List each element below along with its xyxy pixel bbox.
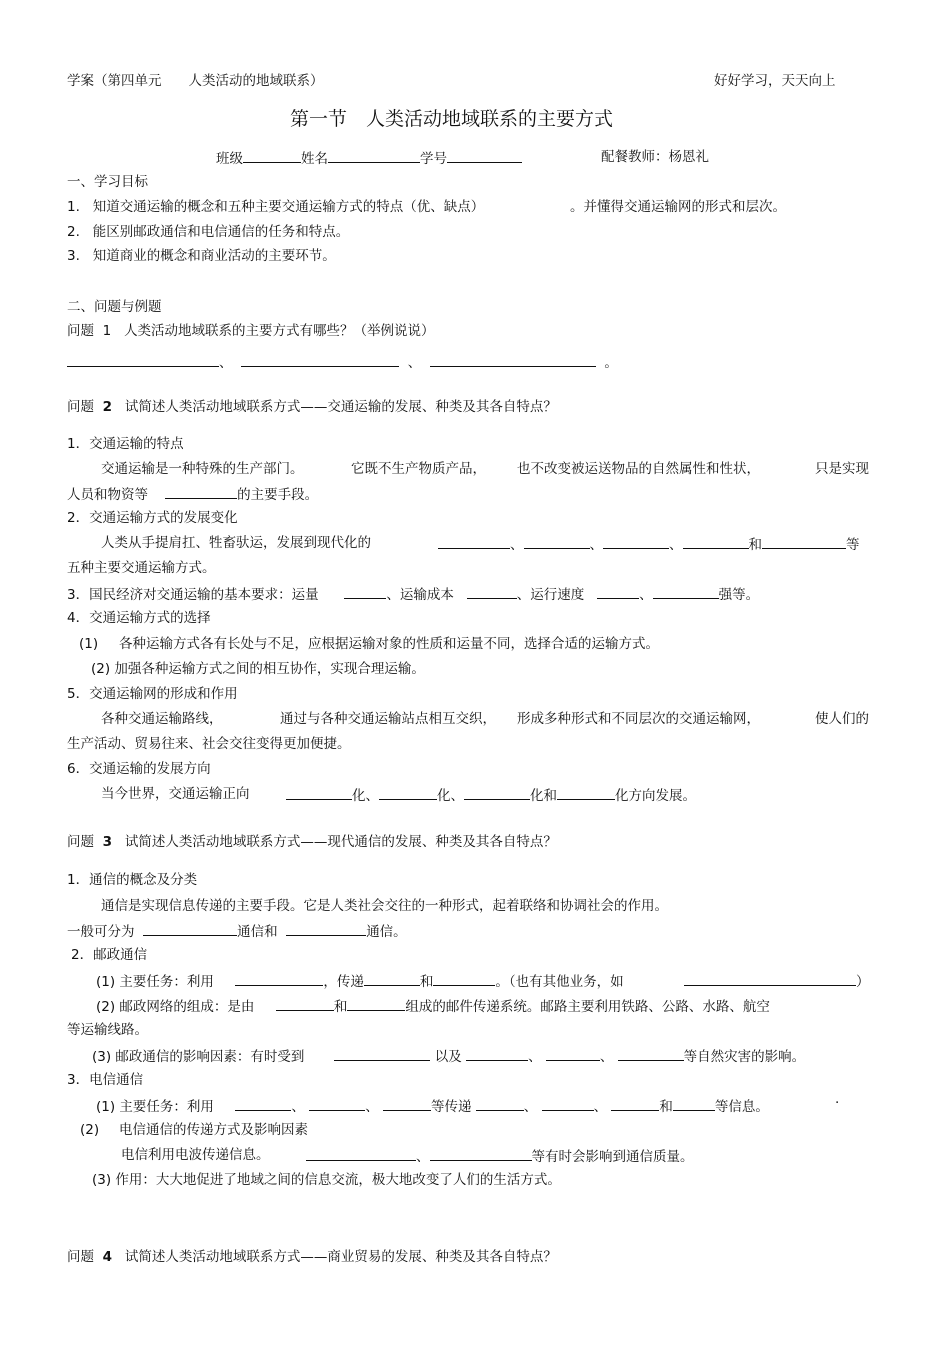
fill-blank[interactable] bbox=[276, 996, 334, 1011]
q3-s2-item3 bbox=[92, 1046, 805, 1066]
name-blank[interactable] bbox=[328, 148, 420, 163]
q3-s3-item2-number: (2) bbox=[80, 1122, 100, 1138]
text: ，传递 bbox=[323, 974, 364, 990]
q3-s3-heading: 3．电信通信 bbox=[67, 1072, 144, 1088]
q2-s1-text-b: 它既不生产物质产品， bbox=[351, 461, 486, 477]
question-label: 问题 bbox=[67, 323, 94, 339]
separator: 、 bbox=[599, 1049, 614, 1065]
fill-blank[interactable] bbox=[476, 1096, 524, 1111]
q2-s4-heading: 4．交通运输方式的选择 bbox=[67, 610, 211, 626]
question-2 bbox=[67, 398, 557, 416]
q2-s3-line bbox=[67, 584, 759, 604]
separator: 和 bbox=[748, 537, 762, 553]
q2-s6-text: 当今世界，交通运输正向 bbox=[101, 786, 250, 802]
fill-blank[interactable] bbox=[364, 971, 420, 986]
text: 化、 bbox=[352, 788, 379, 804]
q2-s5-text-b: 通过与各种交通运输站点相互交织， bbox=[280, 711, 496, 727]
text: 和 bbox=[419, 974, 434, 990]
separator: 、 bbox=[365, 1099, 379, 1115]
separator: 、 bbox=[593, 1099, 608, 1115]
page-title: 第一节 人类活动地域联系的主要方式 bbox=[290, 108, 614, 130]
header-left: 学案（第四单元 人类活动的地域联系） bbox=[67, 73, 324, 89]
fill-blank[interactable] bbox=[673, 1096, 715, 1111]
goal-item-1-tail: 。并懂得交通运输网的形式和层次。 bbox=[570, 199, 786, 215]
goal-item-2 bbox=[67, 223, 349, 241]
q3-s3-item1 bbox=[96, 1096, 769, 1116]
fill-blank[interactable] bbox=[235, 971, 323, 986]
fill-blank[interactable] bbox=[611, 1096, 659, 1111]
text: 和 bbox=[333, 999, 348, 1015]
fill-blank[interactable] bbox=[433, 971, 495, 986]
answer-blank-1[interactable] bbox=[67, 352, 219, 367]
fill-blank[interactable] bbox=[464, 785, 530, 800]
fill-blank[interactable] bbox=[286, 921, 366, 936]
q2-s5-line2: 生产活动、贸易往来、社会交往变得更加便捷。 bbox=[67, 736, 351, 752]
text: 等有时会影响到通信质量。 bbox=[531, 1149, 694, 1165]
q2-s5-text-c: 形成多种形式和不同层次的交通运输网， bbox=[517, 711, 760, 727]
q2-s2-line2: 五种主要交通运输方式。 bbox=[67, 560, 216, 576]
q2-s1-text-a: 交通运输是一种特殊的生产部门。 bbox=[101, 461, 304, 477]
question-label: 问题 bbox=[67, 1249, 94, 1265]
q2-s1-heading: 1．交通运输的特点 bbox=[67, 436, 184, 452]
fill-blank[interactable] bbox=[306, 1146, 416, 1161]
text: 、运行速度 bbox=[516, 587, 585, 603]
fill-blank[interactable] bbox=[466, 1046, 528, 1061]
text: 等 bbox=[846, 537, 860, 553]
text: ） bbox=[856, 974, 870, 990]
class-label: 班级 bbox=[216, 151, 243, 167]
question-text: 试简述人类活动地域联系方式——商业贸易的发展、种类及其各自特点？ bbox=[124, 1249, 557, 1265]
goal-number: 3. bbox=[67, 248, 80, 264]
text: 组成的邮件传递系统。邮路主要利用铁路、公路、水路、航空 bbox=[405, 999, 770, 1015]
fill-blank[interactable] bbox=[383, 1096, 431, 1111]
q3-s3-item3: (3) 作用：大大地促进了地域之间的信息交流，极大地改变了人们的生活方式。 bbox=[92, 1172, 561, 1188]
question-label: 问题 bbox=[67, 399, 94, 415]
separator: 、 bbox=[510, 537, 524, 553]
question-number: 2 bbox=[102, 399, 112, 415]
text: 化方向发展。 bbox=[615, 788, 696, 804]
question-text: 试简述人类活动地域联系方式——交通运输的发展、种类及其各自特点？ bbox=[124, 399, 557, 415]
text: 的主要手段。 bbox=[237, 487, 319, 503]
fill-blank[interactable] bbox=[467, 584, 517, 599]
fill-blank[interactable] bbox=[762, 534, 846, 549]
text: 人员和物资等 bbox=[67, 487, 148, 503]
fill-blank[interactable] bbox=[235, 1096, 291, 1111]
fill-blank[interactable] bbox=[546, 1046, 600, 1061]
question-number: 4 bbox=[102, 1249, 112, 1265]
q2-s4-item1: 各种运输方式各有长处与不足，应根据运输对象的性质和运量不同，选择合适的运输方式。 bbox=[119, 636, 659, 652]
question-text: 试简述人类活动地域联系方式——现代通信的发展、种类及其各自特点？ bbox=[124, 834, 557, 850]
fill-blank[interactable] bbox=[603, 534, 669, 549]
q3-s2-item2 bbox=[96, 996, 770, 1016]
text: 一般可分为 bbox=[67, 924, 135, 940]
text: 等自然灾害的影响。 bbox=[683, 1049, 806, 1065]
fill-blank[interactable] bbox=[557, 785, 615, 800]
info-line bbox=[216, 148, 522, 168]
goals-heading: 一、学习目标 bbox=[67, 174, 148, 190]
q2-s5-text-a: 各种交通运输路线， bbox=[101, 711, 223, 727]
fill-blank[interactable] bbox=[438, 534, 510, 549]
goal-item-3 bbox=[67, 247, 336, 265]
fill-blank[interactable] bbox=[379, 785, 437, 800]
q2-s5-text-d: 使人们的 bbox=[815, 711, 869, 727]
goal-text: 知道交通运输的概念和五种主要交通运输方式的特点（优、缺点） bbox=[92, 199, 485, 215]
name-label: 姓名 bbox=[301, 151, 328, 167]
text: 3．国民经济对交通运输的基本要求：运量 bbox=[67, 587, 319, 603]
q2-s6-blanks bbox=[286, 785, 696, 805]
separator: 。 bbox=[604, 355, 618, 371]
class-blank[interactable] bbox=[243, 148, 301, 163]
answer-blank-3[interactable] bbox=[430, 352, 596, 367]
fill-blank[interactable] bbox=[684, 971, 856, 986]
q3-s1-heading: 1．通信的概念及分类 bbox=[67, 872, 198, 888]
fill-blank[interactable] bbox=[286, 785, 352, 800]
separator: 、 bbox=[523, 1099, 538, 1115]
answer-blank-2[interactable] bbox=[241, 352, 399, 367]
text: 强等。 bbox=[718, 587, 760, 603]
goal-text: 知道商业的概念和商业活动的主要环节。 bbox=[92, 248, 336, 264]
q3-s2-item1-tail bbox=[684, 971, 870, 991]
q2-s2-text: 人类从手提肩扛、牲畜驮运，发展到现代化的 bbox=[101, 535, 371, 551]
fill-blank[interactable] bbox=[683, 534, 749, 549]
text: 和 bbox=[659, 1099, 673, 1115]
q2-s2-blanks bbox=[438, 534, 860, 554]
fill-blank[interactable] bbox=[430, 1146, 532, 1161]
q3-s3-item2: 电信通信的传递方式及影响因素 bbox=[119, 1122, 308, 1138]
separator: 、 bbox=[219, 355, 233, 371]
text: 、运输成本 bbox=[386, 587, 454, 603]
text: (1) 主要任务：利用 bbox=[96, 1099, 214, 1115]
questions-heading: 二、问题与例题 bbox=[67, 299, 162, 315]
fill-blank[interactable] bbox=[653, 584, 719, 599]
q2-s6-heading: 6．交通运输的发展方向 bbox=[67, 761, 211, 777]
goal-text: 能区别邮政通信和电信通信的任务和特点。 bbox=[92, 224, 350, 240]
q3-s2-item1 bbox=[96, 971, 624, 991]
number-blank[interactable] bbox=[447, 148, 522, 163]
question-number: 1 bbox=[102, 323, 112, 339]
q3-s1-line2 bbox=[67, 921, 407, 941]
q3-s1-text: 通信是实现信息传递的主要手段。它是人类社会交往的一种形式，起着联络和协调社会的作用。 bbox=[101, 898, 668, 914]
text: 等信息。 bbox=[714, 1099, 769, 1115]
header-right: 好好学习，天天向上 bbox=[714, 73, 836, 89]
question-1 bbox=[67, 322, 435, 340]
teacher-label: 配餐教师：杨恩礼 bbox=[601, 149, 709, 165]
separator: 、 bbox=[407, 355, 422, 371]
goal-number: 2. bbox=[67, 224, 80, 240]
text: 以及 bbox=[434, 1049, 462, 1065]
q3-s3-text: 电信利用电波传递信息。 bbox=[121, 1147, 270, 1163]
text: (3) 邮政通信的影响因素：有时受到 bbox=[92, 1049, 305, 1065]
text: 通信和 bbox=[237, 924, 278, 940]
fill-blank[interactable] bbox=[334, 1046, 430, 1061]
text: 化、 bbox=[437, 788, 464, 804]
question-text: 人类活动地域联系的主要方式有哪些？（举例说说） bbox=[124, 323, 435, 339]
fill-blank[interactable] bbox=[347, 996, 405, 1011]
question-1-answers bbox=[67, 352, 618, 372]
q2-s1-text-c: 也不改变被运送物品的自然属性和性状， bbox=[517, 461, 760, 477]
question-label: 问题 bbox=[67, 834, 94, 850]
stray-dot: · bbox=[835, 1095, 840, 1111]
q2-s1-text-d: 只是实现 bbox=[815, 461, 869, 477]
fill-blank[interactable] bbox=[524, 534, 590, 549]
fill-blank[interactable] bbox=[597, 584, 639, 599]
q2-s1-line2 bbox=[67, 484, 318, 504]
separator: 、 bbox=[669, 537, 683, 553]
question-number: 3 bbox=[102, 834, 112, 850]
question-4 bbox=[67, 1248, 557, 1266]
q2-s4-item1-number: (1) bbox=[79, 636, 99, 652]
separator: 、 bbox=[416, 1149, 430, 1165]
separator: 、 bbox=[528, 1049, 542, 1065]
text: (2) 邮政网络的组成：是由 bbox=[96, 999, 255, 1015]
q3-s2-heading: 2．邮政通信 bbox=[71, 947, 148, 963]
text: 化和 bbox=[530, 788, 557, 804]
goal-item-1 bbox=[67, 198, 484, 216]
text: 。（也有其他业务，如 bbox=[495, 974, 624, 990]
q2-s2-heading: 2．交通运输方式的发展变化 bbox=[67, 510, 238, 526]
fill-blank[interactable] bbox=[344, 584, 386, 599]
separator: 、 bbox=[639, 587, 653, 603]
fill-blank[interactable] bbox=[165, 484, 237, 499]
fill-blank[interactable] bbox=[542, 1096, 594, 1111]
q2-s5-heading: 5．交通运输网的形成和作用 bbox=[67, 686, 238, 702]
separator: 、 bbox=[589, 537, 603, 553]
q2-s4-item2: (2) 加强各种运输方式之间的相互协作，实现合理运输。 bbox=[91, 661, 425, 677]
q3-s3-blanks bbox=[306, 1146, 694, 1166]
q3-s2-item2-line2: 等运输线路。 bbox=[67, 1022, 148, 1038]
text: (1) 主要任务：利用 bbox=[96, 974, 214, 990]
goal-number: 1. bbox=[67, 199, 80, 215]
question-3 bbox=[67, 833, 557, 851]
text: 等传递 bbox=[430, 1099, 472, 1115]
separator: 、 bbox=[291, 1099, 305, 1115]
number-label: 学号 bbox=[420, 151, 447, 167]
fill-blank[interactable] bbox=[309, 1096, 365, 1111]
text: 通信。 bbox=[366, 924, 407, 940]
fill-blank[interactable] bbox=[143, 921, 237, 936]
fill-blank[interactable] bbox=[618, 1046, 684, 1061]
